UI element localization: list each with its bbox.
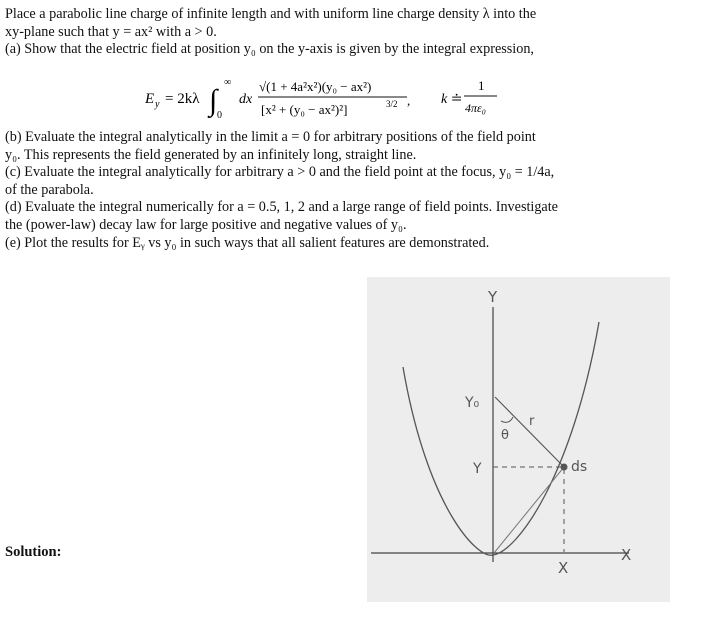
k-denominator: 4πε₀ [465, 101, 486, 115]
x-axis-label: X [621, 546, 632, 564]
ds-point [561, 464, 568, 471]
intro-line-2: xy-plane such that y = ax² with a > 0. [5, 23, 217, 40]
eq-differential: dx [239, 92, 253, 107]
intro-line-1: Place a parabolic line charge of infinite length and with uniform line charge density λ into the [5, 6, 537, 22]
integral-lower: 0 [217, 110, 222, 120]
part-b-line-1: (b) Evaluate the integral analytically in the limit a = 0 for arbitrary positions of the field point [5, 129, 536, 145]
part-d-line-2: the (power-law) decay law for large positive and negative values of y₀. [5, 216, 407, 233]
y0-label: Y₀ [465, 395, 480, 411]
theta-label: θ [501, 428, 509, 443]
problem-statement-intro [5, 6, 705, 59]
part-e-text: (e) Plot the results for Eᵧ vs y₀ in such ways that all salient features are demonstrated. [5, 234, 490, 251]
integral-sign: ∫ [209, 84, 218, 117]
y-axis-label: Y [488, 288, 498, 306]
eq-lhs: E [145, 91, 155, 107]
eq-lhs-sub: y [155, 99, 160, 110]
part-c-line-2: of the parabola. [5, 181, 94, 198]
parabola-sketch [367, 277, 670, 602]
eq-numerator: √(1 + 4a²x²)(y₀ − ax²) [259, 79, 372, 94]
ds-label: ds [571, 459, 588, 475]
solution-label: Solution: [5, 544, 62, 560]
x-point-label: X [558, 559, 569, 577]
k-definition-lhs: k ≐ [441, 92, 463, 107]
field-integral-equation [145, 74, 565, 120]
eq-prefactor: = 2kλ [165, 91, 200, 107]
k-numerator: 1 [478, 78, 485, 93]
eq-denominator: [x² + (y₀ − ax²)²] [261, 102, 348, 117]
part-a-text: (a) Show that the electric field at position y₀ on the y-axis is given by the integral expression, [5, 41, 534, 58]
eq-denominator-exp: 3/2 [386, 99, 398, 109]
problem-statement-parts [5, 129, 705, 252]
y-label: Y [473, 461, 482, 477]
integral-upper: ∞ [224, 77, 232, 88]
eq-comma: , [407, 93, 411, 108]
r-label: r [529, 414, 535, 429]
part-b-line-2: y₀. This represents the field generated by an infinitely long, straight line. [5, 146, 417, 163]
part-c-line-1: (c) Evaluate the integral analytically for arbitrary a > 0 and the field point at the focus, y₀ = 1/4a, [5, 164, 555, 181]
part-d-line-1: (d) Evaluate the integral numerically for a = 0.5, 1, 2 and a large range of field points. Investigate [5, 199, 558, 216]
